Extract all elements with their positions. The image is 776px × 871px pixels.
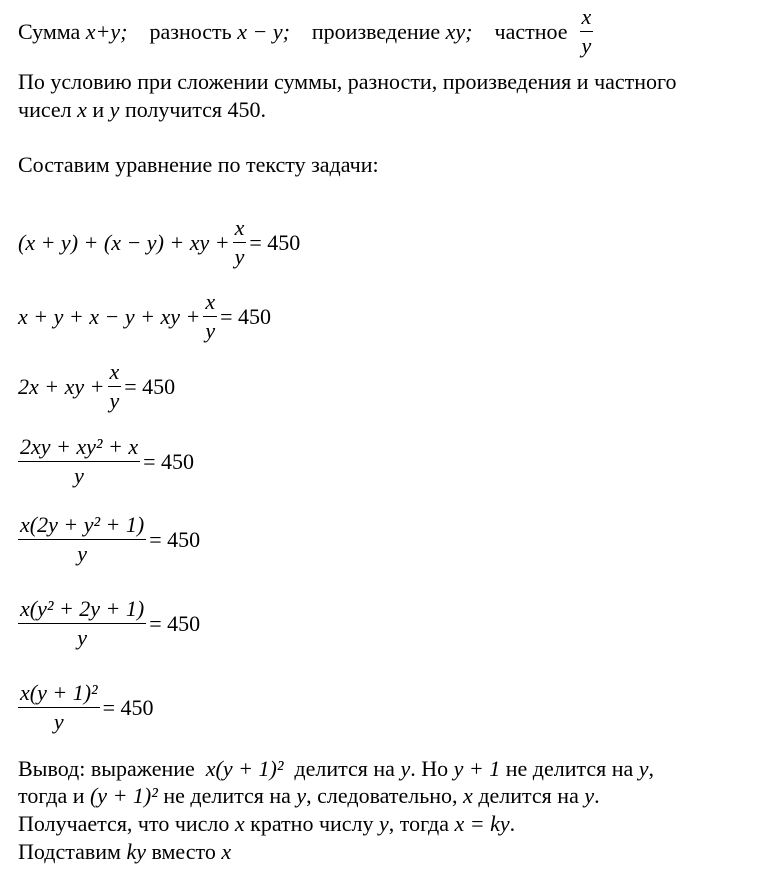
equation-4-fraction <box>18 434 140 489</box>
conclusion-line-2 <box>18 783 600 809</box>
equation-1-left: (x + y) + (x − y) + xy + <box>18 229 230 255</box>
conclusion-text: , следовательно, <box>306 783 458 808</box>
conclusion-text: Получается, что число <box>18 811 230 836</box>
conclusion-expression: y + 1 <box>453 756 501 781</box>
fraction-denominator: y <box>205 318 216 343</box>
equation-2-left: x + y + x − y + xy + <box>18 303 201 329</box>
equation-4-right: = 450 <box>143 448 195 474</box>
intro-line <box>18 4 596 59</box>
equation-2-right: = 450 <box>220 303 272 329</box>
fraction-denominator: y <box>234 244 245 269</box>
fraction-numerator: x <box>233 215 247 243</box>
quotient-fraction <box>580 4 594 59</box>
condition-text: чисел <box>18 97 72 122</box>
fraction-denominator: y <box>74 463 84 488</box>
equation-5 <box>18 512 200 567</box>
conclusion-expression: x = ky <box>454 811 510 836</box>
fraction-numerator: x(2y + y² + 1) <box>18 512 146 540</box>
compose-heading: Составим уравнение по тексту задачи: <box>18 152 379 177</box>
equation-1-right: = 450 <box>249 229 301 255</box>
difference-expression: x − y; <box>237 18 290 44</box>
condition-x: x <box>77 97 87 122</box>
equation-7-fraction <box>18 680 100 735</box>
equation-3-right: = 450 <box>124 373 176 399</box>
fraction-numerator: x(y² + 2y + 1) <box>18 596 146 624</box>
equation-3-left: 2x + xy + <box>18 373 105 399</box>
fraction-numerator: x <box>580 4 594 32</box>
fraction-numerator: x <box>108 359 122 387</box>
quotient-label: частное <box>494 18 568 44</box>
condition-y: y <box>109 97 120 122</box>
equation-1 <box>18 215 300 270</box>
product-expression: xy; <box>445 18 473 44</box>
condition-and: и <box>92 97 105 122</box>
conclusion-text: Подставим <box>18 839 121 864</box>
conclusion-variable: x <box>234 811 245 836</box>
conclusion-text: Вывод: выражение <box>18 756 195 781</box>
equation-6 <box>18 596 200 651</box>
equation-2-fraction <box>203 289 217 344</box>
conclusion-text: . Но <box>410 756 449 781</box>
fraction-denominator: y <box>77 625 87 650</box>
conclusion-text: не делится на <box>505 756 634 781</box>
conclusion-text: тогда и <box>18 783 85 808</box>
conclusion-expression: x(y + 1)² <box>205 756 284 781</box>
equation-2 <box>18 289 271 344</box>
condition-line-2 <box>18 97 266 123</box>
conclusion-variable: y <box>638 756 649 781</box>
conclusion-expression: ky <box>126 839 146 864</box>
equation-6-right: = 450 <box>149 610 201 636</box>
equation-5-fraction <box>18 512 146 567</box>
sum-expression: x+y; <box>85 18 128 44</box>
conclusion-variable: y <box>296 783 307 808</box>
fraction-numerator: 2xy + xy² + x <box>18 434 140 462</box>
conclusion-text: делится на <box>478 783 579 808</box>
conclusion-variable: y <box>584 783 595 808</box>
conclusion-text: , <box>648 756 655 781</box>
equation-3-fraction <box>108 359 122 414</box>
equation-1-fraction <box>233 215 247 270</box>
conclusion-text: . <box>594 783 600 808</box>
equation-6-fraction <box>18 596 146 651</box>
conclusion-expression: (y + 1)² <box>89 783 158 808</box>
conclusion-variable: y <box>379 811 389 836</box>
conclusion-variable: x <box>463 783 473 808</box>
conclusion-variable: x <box>221 839 232 864</box>
product-label: произведение <box>311 18 441 44</box>
conclusion-text: не делится на <box>163 783 291 808</box>
fraction-denominator: y <box>53 709 64 734</box>
conclusion-variable: y <box>400 756 411 781</box>
condition-end: получится 450. <box>124 97 267 122</box>
conclusion-text: вместо <box>151 839 216 864</box>
equation-7-right: = 450 <box>102 694 154 720</box>
condition-line-1: По условию при сложении суммы, разности, произведения и частного <box>18 69 677 94</box>
sum-label: Сумма <box>18 18 81 44</box>
conclusion-line-4 <box>18 839 231 865</box>
conclusion-text: кратно числу <box>250 811 374 836</box>
equation-5-right: = 450 <box>149 526 201 552</box>
conclusion-text: делится на <box>294 756 395 781</box>
fraction-denominator: y <box>581 33 592 58</box>
difference-label: разность <box>149 18 232 44</box>
equation-7 <box>18 680 154 735</box>
conclusion-text: , тогда <box>388 811 450 836</box>
fraction-numerator: x(y + 1)² <box>18 680 100 708</box>
equation-4 <box>18 434 194 489</box>
fraction-denominator: y <box>77 541 87 566</box>
fraction-denominator: y <box>109 388 120 413</box>
conclusion-text: . <box>509 811 516 836</box>
conclusion-line-3 <box>18 811 515 837</box>
conclusion-line-1 <box>18 756 654 782</box>
equation-3 <box>18 359 175 414</box>
fraction-numerator: x <box>203 289 217 317</box>
